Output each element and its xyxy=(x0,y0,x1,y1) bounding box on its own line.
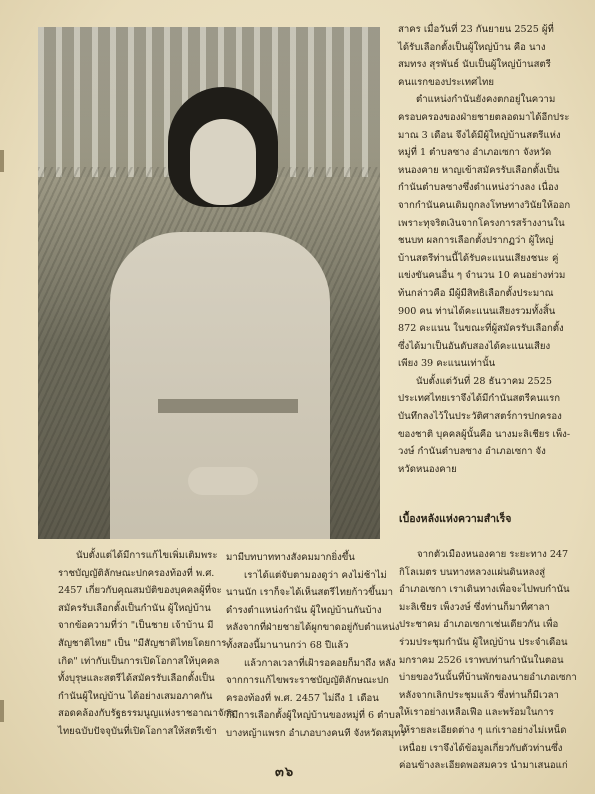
text-line: ให้รายละเอียดต่าง ๆ แก่เราอย่างไม่เหน็ด xyxy=(399,724,567,736)
text-line: ได้รับเลือกตั้งเป็นผู้ใหญ่บ้าน คือ นาง xyxy=(398,41,546,53)
text-line: บันทึกลงไว้ในประวัติศาสตร์การปกครอง xyxy=(398,411,562,423)
text-line: เพียง 39 คะแนนเท่านั้น xyxy=(398,358,496,370)
text-line: สมัครรับเลือกตั้งเป็นกำนัน ผู้ใหญ่บ้าน xyxy=(58,602,211,614)
text-line: จากข้อความที่ว่า "เป็นชาย เจ้าบ้าน มี xyxy=(58,620,214,632)
text-line: มะลิเชียร เพ็งวงษ์ ซึ่งท่านก็มาที่ศาลา xyxy=(399,601,550,613)
text-line: นับตั้งแต่วันที่ 28 ธันวาคม 2525 xyxy=(416,375,552,387)
text-line: มาณ 3 เดือน จึงได้มีผู้ใหญ่บ้านสตรีแห่ง xyxy=(398,129,561,141)
text-line: เราได้แต่จับตามองดูว่า คงไม่ช้าไม่ xyxy=(244,569,387,581)
text-line: ทั้งบุรุษและสตรีได้สมัครรับเลือกตั้งเป็น xyxy=(58,673,215,685)
text-line: ประเทศไทยเราจึงได้มีกำนันสตรีคนแรก xyxy=(398,393,561,405)
text-line: เพราะทุจริตเงินจากโครงการสร้างงานใน xyxy=(398,217,565,229)
photo-subject-belt xyxy=(158,399,298,413)
text-line: ตำแหน่งกำนันยังคงตกอยู่ในความ xyxy=(416,94,556,106)
text-line: บ่ายของวันนั้นที่บ้านพักของนายอำเภอเซกา xyxy=(399,672,577,684)
bottom-right-column-text xyxy=(399,546,579,775)
text-line: หลังจากที่ฝ่ายชายได้ผูกขาดอยู่กับตำแหน่ง xyxy=(226,622,400,634)
text-line: กิโลเมตร บนทางหลวงแผ่นดินหลงสู่ xyxy=(399,566,546,578)
text-line: สอดคล้องกับรัฐธรรมนูญแห่งราชอาณาจักร xyxy=(58,708,235,720)
text-line: กำนันตำบลซางซึ่งตำแหน่งว่างลง เนื่อง xyxy=(398,182,559,194)
portrait-photo xyxy=(38,27,380,539)
text-line: เกิด" เท่ากับเป็นการเปิดโอกาสให้บุคคล xyxy=(58,655,220,667)
text-line: แข่งขันคนอื่น ๆ จำนวน 10 คนอย่างท่วม xyxy=(398,270,566,282)
binding-mark xyxy=(0,150,4,172)
text-line: ราชบัญญัติลักษณะปกครองท้องที่ พ.ศ. xyxy=(58,567,215,579)
text-line: ไทยฉบับปัจจุบันที่เปิดโอกาสให้สตรีเข้า xyxy=(58,725,217,737)
photo-subject-face xyxy=(190,119,256,205)
text-line: วงษ์ กำนันตำบลซาง อำเภอเซกา จัง xyxy=(398,446,546,458)
text-line: ครองท้องที่ พ.ศ. 2457 ไม่ถึง 1 เดือน xyxy=(226,692,379,704)
text-line: ชนบท ผลการเลือกตั้งปรากฏว่า ผู้ใหญ่ xyxy=(398,235,554,247)
right-column-text xyxy=(398,21,578,478)
page-number: ๓๖ xyxy=(275,765,295,780)
text-line: อำเภอเซกา เราเดินทางเพื่อจะไปพบกำนัน xyxy=(399,584,570,596)
bottom-middle-column-text xyxy=(226,549,406,743)
text-line: มามีบทบาททางสังคมมากยิ่งขึ้น xyxy=(226,552,355,563)
text-line: สาคร เมื่อวันที่ 23 กันยายน 2525 ผู้ที่ xyxy=(398,24,554,35)
text-line: ให้เราอย่างเหลือเฟือ และพร้อมในการ xyxy=(399,707,554,719)
text-line: บ้านสตรีท่านนี้ได้รับคะแนนเสียงชนะ คู่ xyxy=(398,252,559,264)
bottom-left-column-text xyxy=(58,547,235,741)
text-line: สัญชาติไทย" เป็น "มีสัญชาติไทยโดยการ xyxy=(58,637,227,649)
text-line: หวัดหนองคาย xyxy=(398,463,457,475)
text-line: กำนันผู้ใหญ่บ้าน ได้อย่างเสมอภาคกัน xyxy=(58,690,213,702)
text-line: หลังจากเลิกประชุมแล้ว ซึ่งท่านก็มีเวลา xyxy=(399,689,559,701)
text-line: ซึ่งได้มาเป็นอันดับสองได้คะแนนเสียง xyxy=(398,340,551,352)
text-line: มกราคม 2526 เราพบท่านกำนันในตอน xyxy=(399,654,564,666)
text-line: 872 คะแนน ในขณะที่ผู้สมัครรับเลือกตั้ง xyxy=(398,323,564,335)
photo-subject-hands xyxy=(188,467,258,495)
section-heading: เบื้องหลังแห่งความสำเร็จ xyxy=(399,513,512,525)
text-line: 2457 เกี่ยวกับคุณสมบัติของบุคคลผู้ที่จะ xyxy=(58,585,222,597)
text-line: ก็มีการเลือกตั้งผู้ใหญ่บ้านของหมู่ที่ 6 ตำบล xyxy=(226,710,401,722)
text-line: ดำรงตำแหน่งกำนัน ผู้ใหญ่บ้านกันบ้าง xyxy=(226,604,382,616)
text-line: ของชาติ บุคคลผู้นั้นคือ นางมะลิเชียร เพ็ง- xyxy=(398,428,571,440)
text-line: บางหญ้าแพรก อำเภอบางคนที จังหวัดสมุทร xyxy=(226,727,406,739)
text-line: ค่อนข้างละเอียดพอสมควร นำมาเสนอแก่ xyxy=(399,760,568,772)
binding-mark xyxy=(0,700,4,722)
text-line: แล้วกาลเวลาที่เฝ้ารอคอยก็มาถึง หลัง xyxy=(244,657,396,669)
text-line: หนองคาย หาญเข้าสมัครรับเลือกตั้งเป็น xyxy=(398,164,560,176)
text-line: นานนัก เราก็จะได้เห็นสตรีไทยก้าวขึ้นมา xyxy=(226,587,393,599)
text-line: สมทรง สุรพันธ์ นับเป็นผู้ใหญ่บ้านสตรี xyxy=(398,59,551,71)
text-line: นับตั้งแต่ได้มีการแก้ไขเพิ่มเติมพระ xyxy=(76,550,218,561)
text-line: จากตัวเมืองหนองคาย ระยะทาง 247 xyxy=(417,549,569,560)
text-line: จากการแก้ไขพระราชบัญญัติลักษณะปก xyxy=(226,675,389,687)
text-line: ร่วมประชุมกำนัน ผู้ใหญ่บ้าน ประจำเดือน xyxy=(399,636,568,648)
text-line: จากกำนันคนเดิมถูกลงโทษทางวินัยให้ออก xyxy=(398,199,571,211)
text-line: ประชาคม อำเภอเซกาเช่นเดียวกัน เพื่อ xyxy=(399,619,559,631)
text-line: ทั้งสองนี้มานานกว่า 68 ปีแล้ว xyxy=(226,639,349,651)
text-line: ท้นกล่าวคือ มีผู้มีสิทธิเลือกตั้งประมาณ xyxy=(398,287,554,299)
text-line: คนแรกของประเทศไทย xyxy=(398,76,494,88)
text-line: ครอบครองของฝ่ายชายตลอดมาได้อีกประ xyxy=(398,111,570,123)
text-line: เหนื่อย เราจึงได้ข้อมูลเกี่ยวกับตัวท่านซึ่ง xyxy=(399,742,563,754)
text-line: 900 คน ท่านได้คะแนนเสียงรวมทั้งสิ้น xyxy=(398,305,556,317)
text-line: หมู่ที่ 1 ตำบลซาง อำเภอเซกา จังหวัด xyxy=(398,147,552,159)
